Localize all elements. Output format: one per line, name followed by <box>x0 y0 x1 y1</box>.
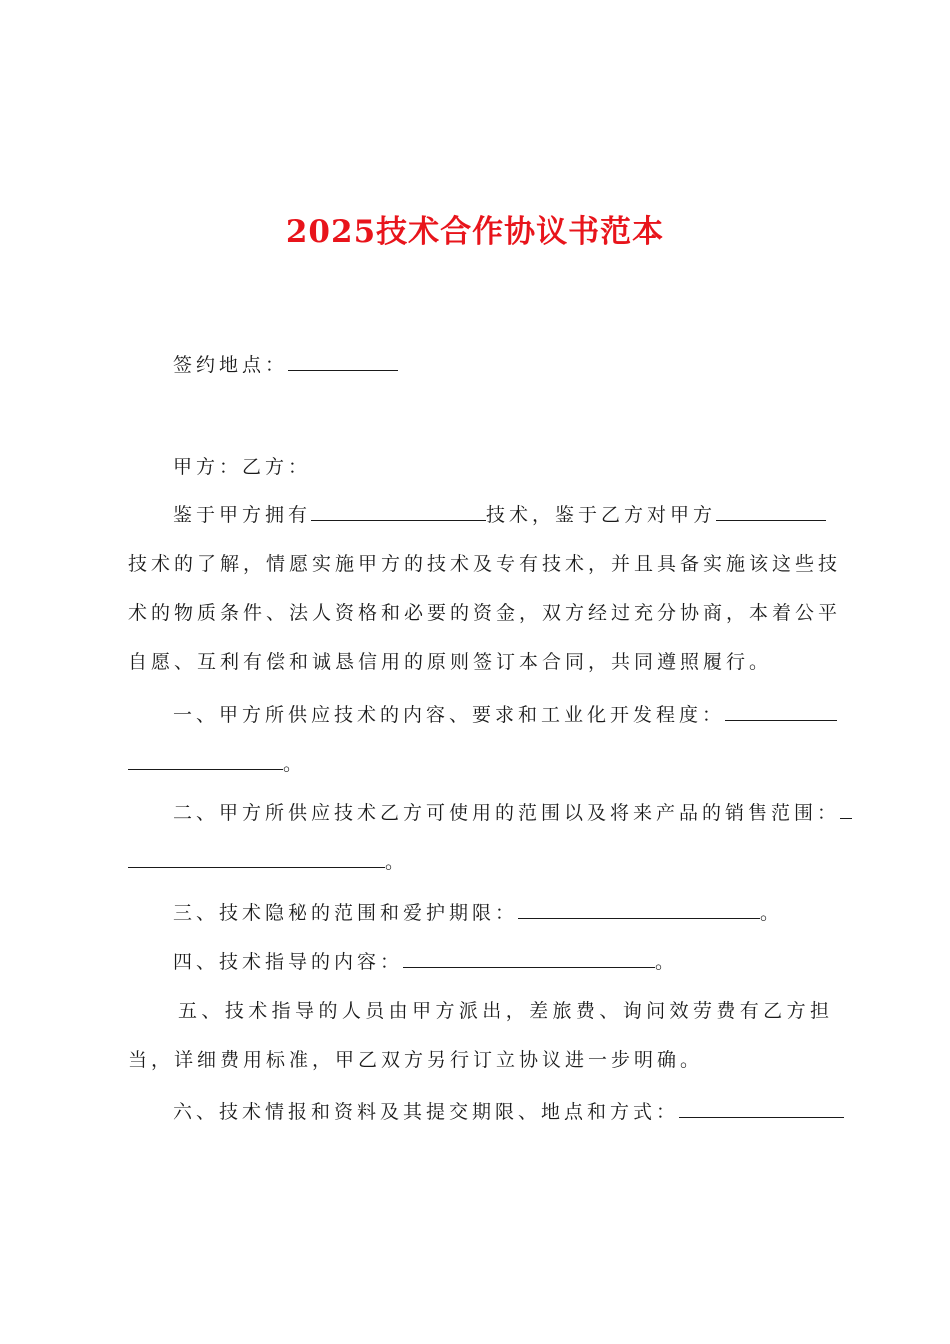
clause-2-text: 二、甲方所供应技术乙方可使用的范围以及将来产品的销售范围： <box>173 802 841 824</box>
clause-1-blank-b <box>128 749 283 770</box>
clause-2-end: 。 <box>385 851 409 873</box>
clause-3-line <box>173 898 833 928</box>
document-title: 2025技术合作协议书范本 <box>285 214 665 250</box>
technology-name-blank <box>311 500 486 521</box>
signing-place-blank <box>288 350 398 371</box>
clause-1-line-1 <box>173 700 833 730</box>
preamble-line-4: 自愿、互利有偿和诚恳信用的原则签订本合同，共同遵照履行。 <box>128 651 773 673</box>
preamble-text-b: 技术，鉴于乙方对甲方 <box>486 504 717 526</box>
clause-1-text: 一、甲方所供应技术的内容、要求和工业化开发程度： <box>173 704 726 726</box>
clause-1-end: 。 <box>283 753 307 775</box>
preamble-line-3: 术的物质条件、法人资格和必要的资金，双方经过充分协商，本着公平 <box>128 602 842 624</box>
clause-2-line-2 <box>128 847 833 877</box>
clause-3-blank <box>518 898 760 919</box>
clause-4-end: 。 <box>655 951 679 973</box>
clause-1-blank-a <box>725 700 837 721</box>
technology-name-blank-2 <box>716 500 826 521</box>
preamble-line-2: 技术的了解，情愿实施甲方的技术及专有技术，并且具备实施该这些技 <box>128 553 842 575</box>
clause-5-line-1: 五、技术指导的人员由甲方派出，差旅费、询问效劳费有乙方担 <box>178 1000 833 1022</box>
clause-6-blank <box>679 1097 844 1118</box>
clause-2-blank-b <box>128 847 385 868</box>
clause-4-blank <box>403 947 655 968</box>
signing-place-line <box>173 350 833 380</box>
clause-3-text: 三、技术隐秘的范围和爱护期限： <box>173 902 519 924</box>
clause-2-blank-a <box>840 798 852 819</box>
clause-4-text: 四、技术指导的内容： <box>173 951 404 973</box>
clause-4-line <box>173 947 833 977</box>
clause-5-line-2: 当，详细费用标准，甲乙双方另行订立协议进一步明确。 <box>128 1049 704 1071</box>
preamble-line-1 <box>173 500 833 530</box>
preamble-text-a: 鉴于甲方拥有 <box>173 504 312 526</box>
parties-line: 甲方：乙方： <box>173 456 312 478</box>
clause-6-text: 六、技术情报和资料及其提交期限、地点和方式： <box>173 1101 680 1123</box>
signing-place-label: 签约地点： <box>173 354 289 376</box>
clause-6-line <box>173 1097 833 1127</box>
clause-3-end: 。 <box>760 902 784 924</box>
clause-2-line-1 <box>173 798 841 828</box>
clause-1-line-2 <box>128 749 833 779</box>
